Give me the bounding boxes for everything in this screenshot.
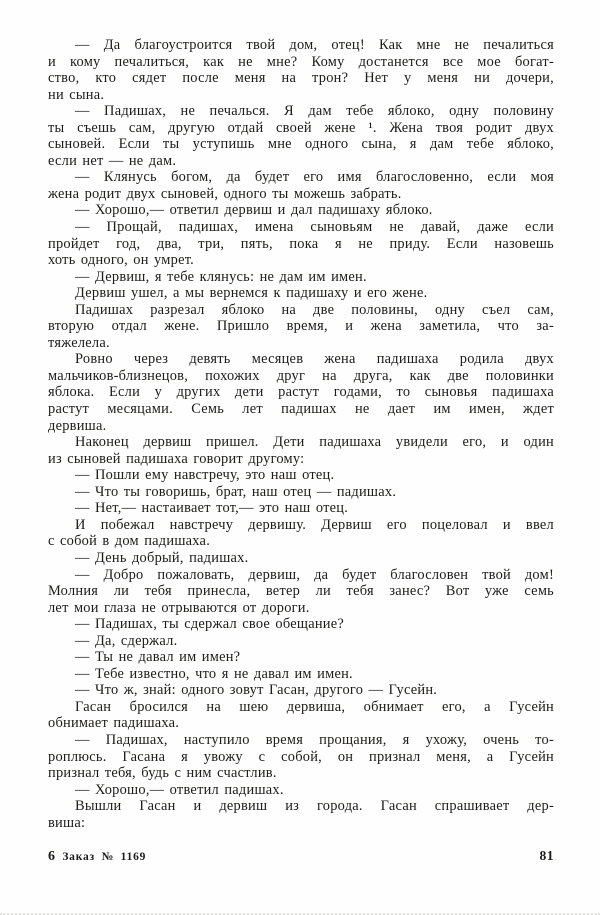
text-line: обнимает падишаха. <box>48 715 180 732</box>
paragraph <box>48 219 554 269</box>
text-line: Гасан бросился на шею дервиша, обнимает его, а Гусейн <box>75 698 554 715</box>
text-line: — Что ж, знай: одного зовут Гасан, другого — Гусейн. <box>75 682 438 699</box>
text-line: — Падишах, наступило время прощания, я ухожу, очень то- <box>75 731 554 748</box>
text-line: — Тебе известно, что я не давал им имен. <box>75 665 353 682</box>
text-block <box>48 37 554 831</box>
text-line: из сыновей падишаха говорит другому: <box>48 450 305 467</box>
text-line: тяжелела. <box>48 334 110 351</box>
paragraph <box>48 732 554 782</box>
text-line: — Клянусь богом, да будет его имя благословенно, если моя <box>75 169 554 186</box>
text-line: пройдет год, два, три, пять, пока я не приду. Если назовешь <box>48 235 554 252</box>
paragraph <box>48 302 554 352</box>
paragraph <box>48 285 554 302</box>
paragraph <box>48 649 554 666</box>
paragraph <box>48 467 554 484</box>
paragraph <box>48 103 554 169</box>
text-line: растут месяцами. Семь лет падишах не дает им имен, ждет <box>48 401 554 418</box>
page-footer <box>48 848 554 865</box>
paragraph <box>48 633 554 650</box>
text-line: жена родит двух сыновей, одного ты можешь забрать. <box>48 185 402 202</box>
text-line: — Ты не давал им имен? <box>75 649 241 666</box>
text-line: Вышли Гасан и дервиш из города. Гасан спрашивает дер- <box>75 798 554 815</box>
paragraph <box>48 269 554 286</box>
text-line: — Пошли ему навстречу, это наш отец. <box>75 467 335 484</box>
text-line: лет мои глаза не отрываются от дороги. <box>48 599 310 616</box>
signature-number: 6 <box>48 849 56 864</box>
paragraph <box>48 699 554 732</box>
text-line: сыновей. Если ты уступишь мне одного сына, я дам тебе яблоко, <box>48 136 554 153</box>
paragraph <box>48 202 554 219</box>
text-line: роплюсь. Гасана я увожу с собой, он признал меня, а Гусейн <box>48 748 554 765</box>
text-line: ни сына. <box>48 86 105 103</box>
paragraph <box>48 616 554 633</box>
paragraph <box>48 782 554 799</box>
text-line: — Падишах, ты сдержал свое обещание? <box>75 616 345 633</box>
paragraph <box>48 484 554 501</box>
text-line: Молния ли тебя принесла, ветер ли тебя занес? Вот уже семь <box>48 583 554 600</box>
paragraph <box>48 666 554 683</box>
text-line: — День добрый, падишах. <box>75 549 249 566</box>
text-line: ты съешь сам, другую отдай своей жене ¹. Жена твоя родит двух <box>48 119 554 136</box>
text-line: если нет — не дам. <box>48 152 177 169</box>
paragraph <box>48 434 554 467</box>
text-line: — Добро пожаловать, дервиш, да будет благословен твой дом! <box>75 566 554 583</box>
print-order-note <box>48 849 146 865</box>
text-line: — Да благоустроится твой дом, отец! Как мне не печалиться <box>75 37 554 53</box>
text-line: — Падишах, не печалься. Я дам тебе яблоко, одну половину <box>75 103 554 120</box>
print-order-label: Заказ № 1169 <box>62 851 147 863</box>
text-line: — Хорошо,— ответил падишах. <box>75 781 284 798</box>
text-line: Падишах разрезал яблоко на две половины, одну съел сам, <box>75 301 554 318</box>
paragraph <box>48 500 554 517</box>
text-line: с собой в дом падишаха. <box>48 533 211 550</box>
paragraph <box>48 37 554 103</box>
text-line: Ровно через девять месяцев жена падишаха родила двух <box>75 351 554 368</box>
paragraph <box>48 517 554 550</box>
text-line: вторую отдал жене. Пришло время, и жена заметила, что за- <box>48 318 554 335</box>
text-line: — Что ты говоришь, брат, наш отец — падишах. <box>75 483 397 500</box>
paragraph <box>48 798 554 831</box>
text-line: Наконец дервиш пришел. Дети падишаха увидели его, и один <box>75 434 554 451</box>
text-line: — Да, сдержал. <box>75 632 178 649</box>
page-number: 81 <box>539 848 554 863</box>
text-line: — Хорошо,— ответил дервиш и дал падишаху яблоко. <box>75 202 433 219</box>
text-line: дервиша. <box>48 417 107 434</box>
text-line: виша: <box>48 814 86 831</box>
text-line: Дервиш ушел, а мы вернемся к падишаху и его жене. <box>75 285 428 302</box>
text-line: мальчиков-близнецов, похожих друг на друга, как две половинки <box>48 367 554 384</box>
text-line: признал тебя, будь с ним счастлив. <box>48 765 277 782</box>
paragraph <box>48 169 554 202</box>
text-line: — Прощай, падишах, имена сыновьям не давай, даже если <box>75 219 554 236</box>
text-line: хоть одного, он умрет. <box>48 252 195 269</box>
text-line: и кому печалиться, как не мне? Кому достанется все мое богат- <box>48 53 554 70</box>
text-line: И побежал навстречу дервишу. Дервиш его поцеловал и ввел <box>75 516 554 533</box>
paragraph <box>48 550 554 567</box>
text-line: — Нет,— настаивает тот,— это наш отец. <box>75 500 349 517</box>
text-line: ство, кто сядет после меня на трон? Нет у меня ни дочери, <box>48 70 554 87</box>
paragraph <box>48 567 554 617</box>
text-line: — Дервиш, я тебе клянусь: не дам им имен. <box>75 268 367 285</box>
paragraph <box>48 351 554 434</box>
text-line: яблока. Если у других дети растут годами, то сыновья падишаха <box>48 384 554 401</box>
paragraph <box>48 682 554 699</box>
